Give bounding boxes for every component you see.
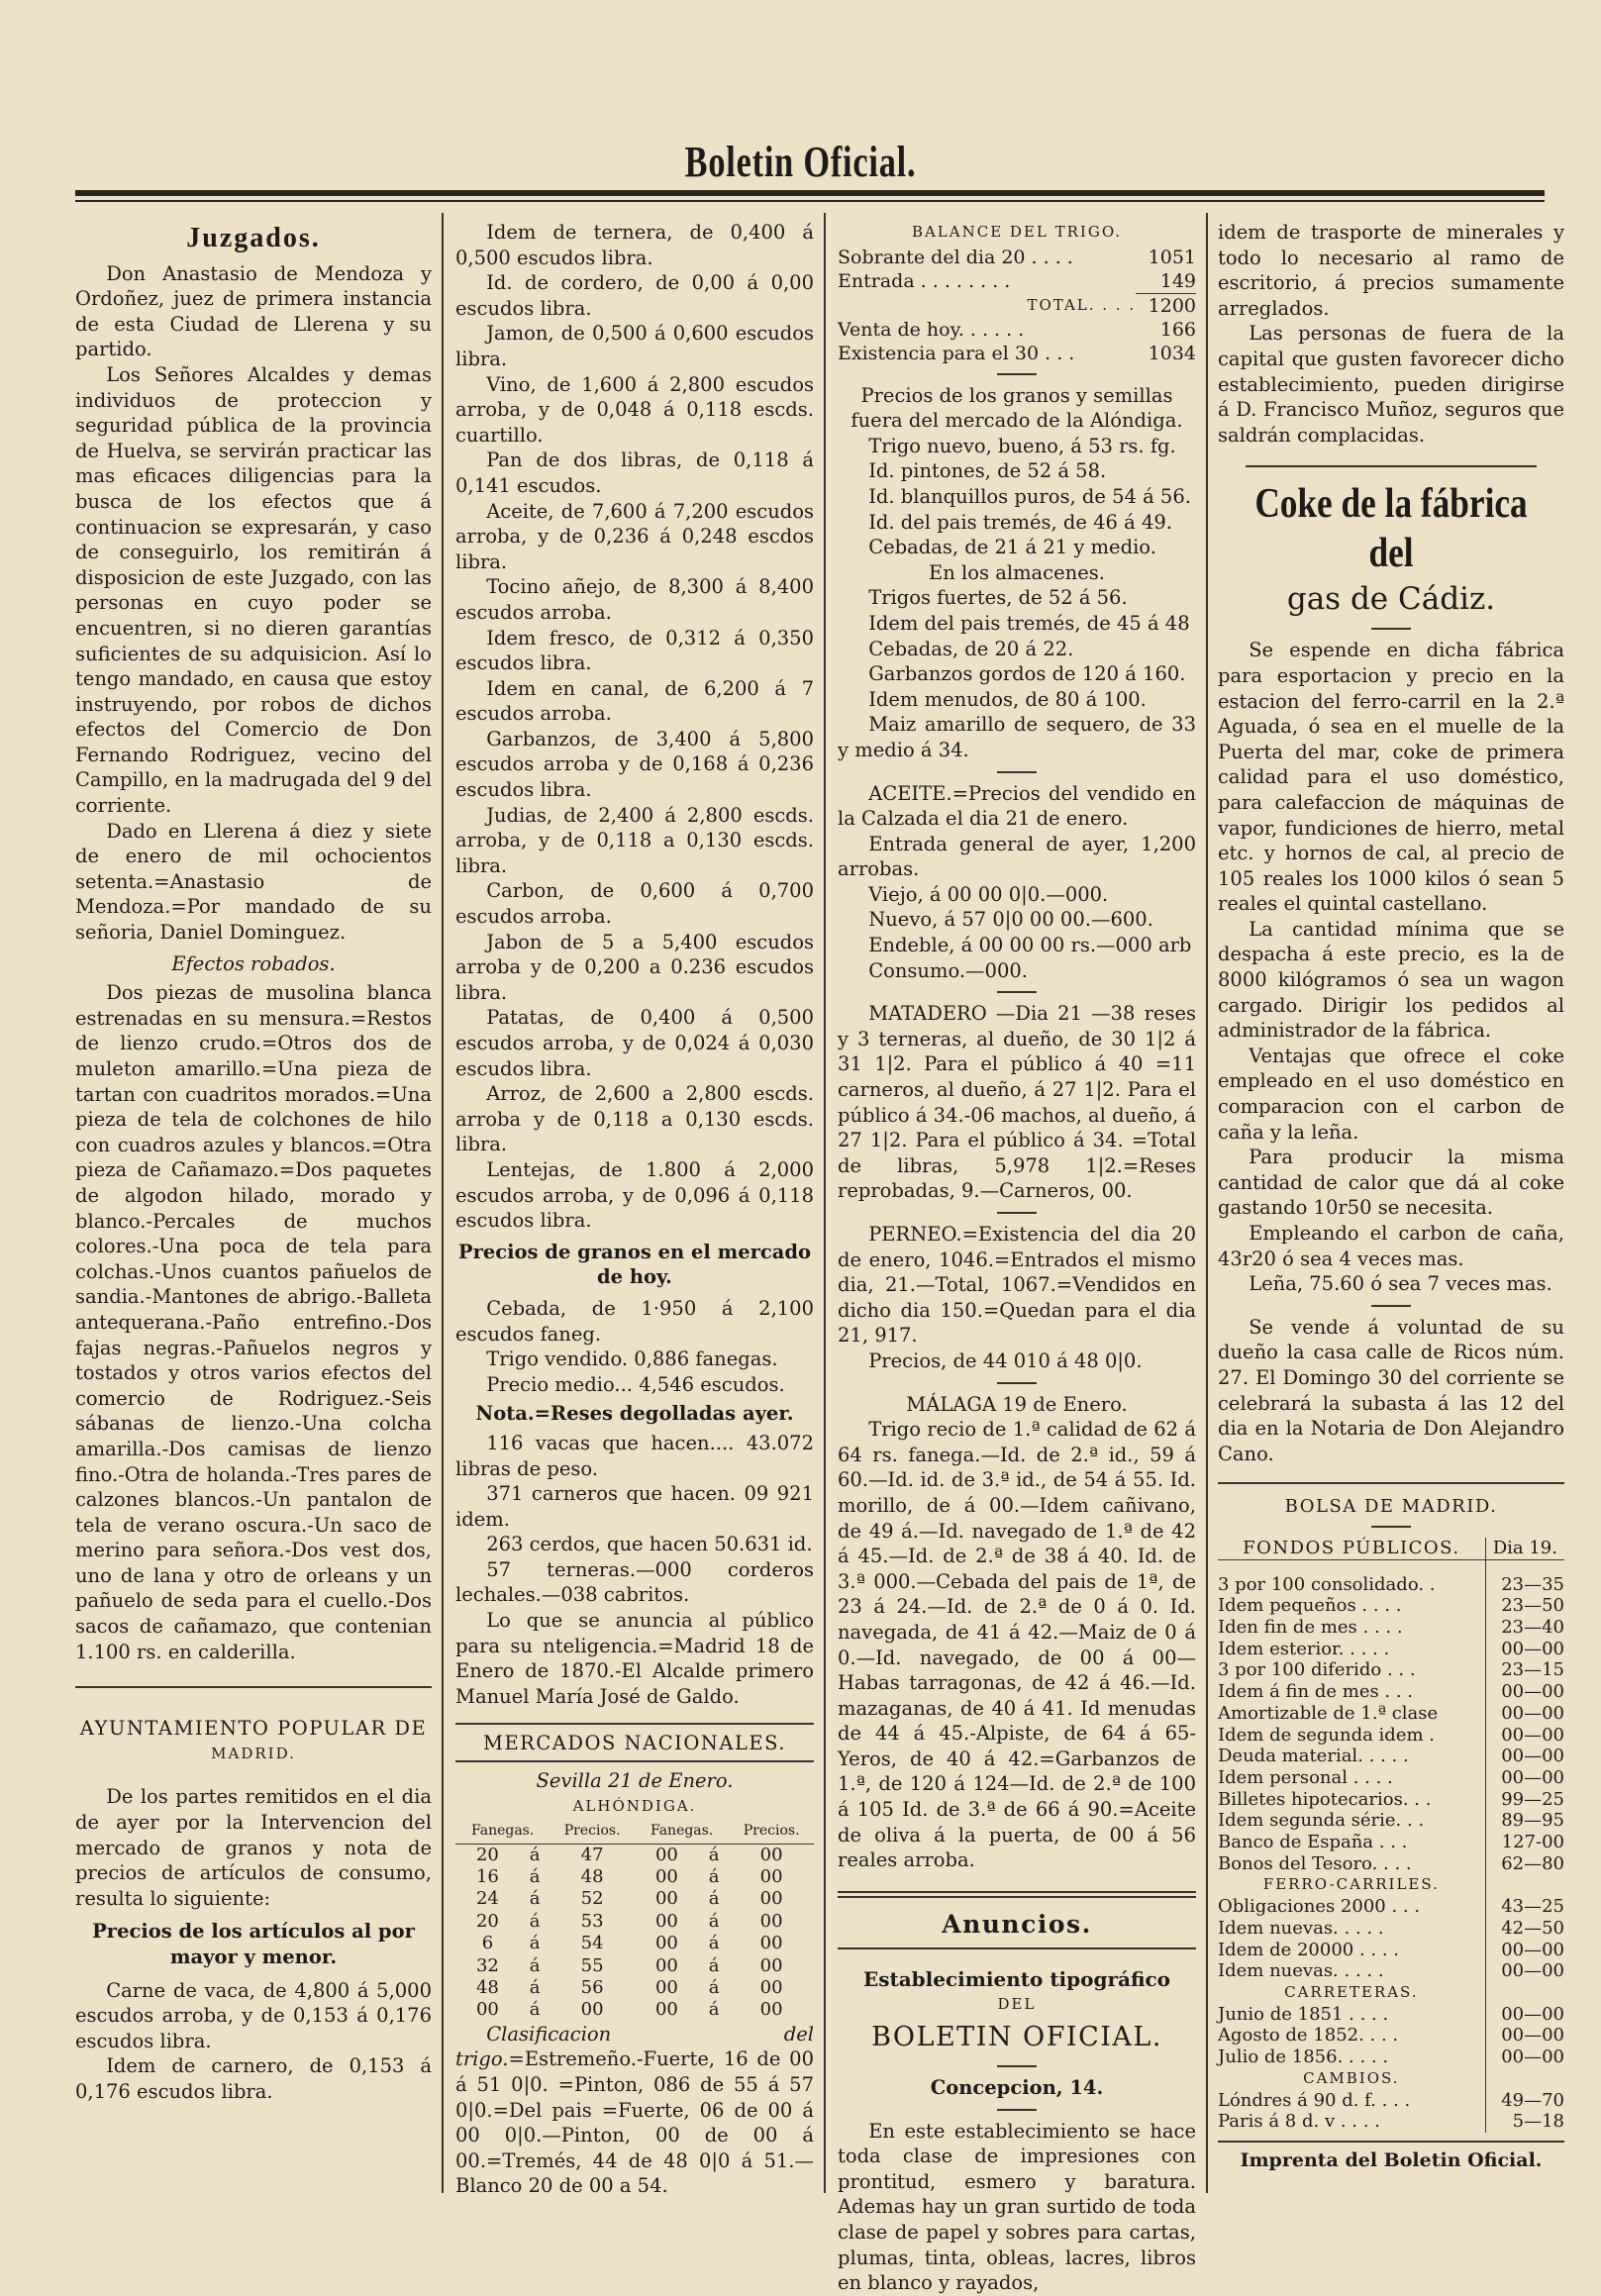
- sevilla-date: Sevilla 21 de Enero.: [536, 1769, 734, 1793]
- price-item: Aceite, de 7,600 á 7,200 escudos arroba, y de 0,236 á 0,248 escdos libra.: [455, 499, 814, 573]
- table-cell: 00: [759, 1954, 783, 1976]
- malaga-heading: MÁLAGA 19 de Enero.: [906, 1392, 1128, 1416]
- table-row: [1218, 1853, 1564, 1875]
- section-rule: [997, 1212, 1037, 1214]
- table-cell: 99—25: [1485, 1789, 1564, 1811]
- section-rule: [838, 1891, 1196, 1898]
- table-cell: 47: [580, 1844, 604, 1865]
- table-cell: Venta de hoy. . . . . .: [838, 318, 1025, 341]
- granos-item: Precio medio... 4,546 escudos.: [486, 1372, 785, 1396]
- estab-boletin: BOLETIN OFICIAL.: [871, 2022, 1162, 2053]
- clasificacion-label: Clasificacion del trigo.: [455, 2022, 814, 2071]
- table-row: [1218, 1896, 1564, 1918]
- table-cell: á: [708, 1977, 720, 1999]
- table-row: [1218, 1595, 1564, 1617]
- table-cell: 00: [759, 1933, 783, 1954]
- table-cell: Obligaciones 2000 . . .: [1218, 1896, 1421, 1918]
- table-cell: 00—00: [1485, 2025, 1564, 2046]
- clasificacion-body: =Estremeño.-Fuerte, 16 de 00 á 51 0|0. =Pinton, 086 de 55 á 57 0|0.=Del pais =Fuerte, 06 de 00 á 00 0|0.—Pinton, 00 de 00 á 00.=Tremés, 44 de 48 0|0 á 51.—Blanco 20 de 00 a 54.: [455, 2047, 814, 2198]
- table-cell: 48: [475, 1977, 499, 1999]
- table-row: [1218, 2090, 1564, 2112]
- perneo-precios: Precios, de 44 010 á 48 0|0.: [868, 1348, 1143, 1372]
- column-2: [455, 220, 814, 2199]
- table-cell: 20: [475, 1910, 499, 1932]
- table-cell: Banco de España . . .: [1218, 1832, 1408, 1853]
- table-cell: [1485, 2068, 1564, 2090]
- table-row: [1218, 1659, 1564, 1681]
- table-cell: á: [529, 1954, 541, 1976]
- matadero-text: MATADERO —Dia 21 —38 reses y 3 terneras, al dueño, de 30 1|2 á 31 1|2. Para el público á 40 =11 carneros, al dueño, á 27 1|2. Para el público á 34.-06 machos, al dueño, á 27 1|2. Para el público á 34. =Total de libras, 5,978 1|2.=Reses reprobadas, 9.—Carneros, 00.: [838, 1002, 1196, 1203]
- table-cell: 00: [759, 1888, 783, 1910]
- table-cell: Existencia para el 30 . . .: [838, 342, 1075, 364]
- table-cell: Idem de segunda idem .: [1218, 1724, 1435, 1746]
- table-cell: 3 por 100 consolidado. .: [1218, 1573, 1436, 1595]
- aceite-heading: ACEITE.=Precios del vendido en la Calzada el dia 21 de enero.: [838, 781, 1196, 831]
- almacenes-heading: En los almacenes.: [929, 560, 1105, 584]
- coke-text: Para producir la misma cantidad de calor que dá al coke gastando 10r50 se necesita.: [1218, 1146, 1564, 1220]
- imprenta-footer: Imprenta del Boletin Oficial.: [1240, 2148, 1543, 2171]
- continued-text: idem de trasporte de minerales y todo lo necesario al ramo de escritorio, á precios sumamente arreglados.: [1218, 221, 1564, 320]
- table-cell: 23—40: [1485, 1617, 1564, 1639]
- table-cell: 00: [759, 1977, 783, 1999]
- table-cell: Idem pequeños . . . .: [1218, 1595, 1402, 1617]
- table-cell: Sobrante del dia 20 . . . .: [838, 246, 1073, 268]
- section-rule: [1371, 1526, 1411, 1528]
- edict-body: Los Señores Alcaldes y demas individuos de proteccion y seguridad pública de la provincia de Huelva, se servirán practicar las mas eficaces diligencias para la busca de los efectos que á continuacion se expresarán, y caso de conseguirlo, los remitirán á disposicion de este Juzgado, con las personas en cuyo poder se encuentren, si no dieren garantías suficientes de su adquisicion. Así lo tengo mandado, en causa que estoy instruyendo, por robos de dichos efectos del Comercio de Don Fernando Rodriguez, vecino del Campillo, en la madrugada del 9 del corriente.: [75, 362, 432, 818]
- table-cell: TOTAL. . . .: [1027, 296, 1137, 315]
- table-cell: 89—95: [1485, 1810, 1564, 1832]
- price-item: Idem de ternera, de 0,400 á 0,500 escudos libra.: [455, 221, 814, 269]
- section-rule: [997, 2065, 1037, 2067]
- table-row: [1218, 2068, 1564, 2090]
- section-rule: [997, 373, 1037, 375]
- column-separator: [1206, 213, 1208, 2193]
- section-rule: [455, 1723, 814, 1725]
- aceite-item: Endeble, á 00 00 00 rs.—000 arb: [868, 934, 1192, 957]
- table-cell: 54: [580, 1933, 604, 1954]
- almacenes-item: Garbanzos gordos de 120 á 160.: [868, 662, 1186, 686]
- table-cell: á: [708, 1866, 720, 1888]
- coke-text: La cantidad mínima que se despacha á este precio, es la de 8000 kilógramos ó sea un wagon cargado. Dirigir los pedidos al administrador de la fábrica.: [1218, 917, 1564, 1043]
- coke-text: Empleando el carbon de caña, 43r20 ó sea 4 veces mas.: [1218, 1222, 1564, 1270]
- table-row: [1218, 1832, 1564, 1853]
- table-cell: 00: [654, 1999, 678, 2021]
- table-row: [455, 1999, 814, 2021]
- section-rule: [997, 2109, 1037, 2111]
- table-cell: 5—18: [1485, 2111, 1564, 2133]
- table-row: [1218, 1789, 1564, 1811]
- table-cell: Junio de 1851 . . . .: [1218, 2003, 1389, 2025]
- masthead-title: Boletin Oficial.: [684, 138, 917, 186]
- section-rule: [1371, 628, 1411, 630]
- table-cell: á: [529, 1844, 541, 1865]
- malaga-text: Trigo recio de 1.ª calidad de 62 á 64 rs. fanega.—Id. de 2.ª id., 59 á 60.—Id. id. de 3.ª id., de 54 á 55. Id. morillo, de á 00.—Idem cañivano, de 49 á.—Id. navegado de 1.ª de 42 á 45.—Id. de 2.ª de 38 á 40. Id. de 3.ª 000.—Cebada del pais de 1ª, de 23 á 24.—Id. de 2.ª de 0 á 0. Id. navegada, de 41 á 42.—Maiz de 0 á 0.—Id. navegado, de 00 á 00—Habas tarragonas, de 42 á 46.—Id. mazaganas, de 40 á 41. Id menudas de 44 á 45.-Alpiste, de 64 á 65-Yeros, de 40 á 42.=Garbanzos de 1.ª, de 120 á 124—Id. de 2.ª de 100 á 105 Id. de 3.ª de 66 á 90.=Aceite de oliva á la puerta, de 00 á 56 reales arroba.: [838, 1418, 1196, 1872]
- column-1: [75, 220, 432, 2105]
- fuera-item: Id. del pais tremés, de 46 á 49.: [868, 510, 1172, 534]
- section-rule: [997, 991, 1037, 993]
- section-rule: [455, 1760, 814, 1762]
- carne-vaca-price: Carne de vaca, de 4,800 á 5,000 escudos arroba, y de 0,153 á 0,176 escudos libra.: [75, 1978, 432, 2052]
- table-cell: 32: [475, 1954, 499, 1976]
- table-row: [455, 1844, 814, 1866]
- table-row: [455, 1955, 814, 1977]
- reses-item: 263 cerdos, que hacen 50.631 id.: [486, 1533, 813, 1556]
- table-header: Precios.: [729, 1819, 814, 1844]
- table-header: Fanegas.: [455, 1819, 550, 1844]
- table-row: [1218, 1681, 1564, 1703]
- efectos-heading: Efectos robados.: [171, 951, 336, 975]
- table-cell: á: [708, 1888, 720, 1910]
- ferro-heading: FERRO-CARRILES.: [1262, 1875, 1440, 1894]
- clasificacion-text: [455, 2022, 814, 2199]
- section-rule: [1218, 1482, 1564, 1484]
- table-row: [838, 293, 1196, 318]
- table-cell: 20: [475, 1844, 499, 1865]
- granos-item: Cebada, de 1·950 á 2,100 escudos faneg.: [455, 1296, 814, 1346]
- price-item: Lentejas, de 1.800 á 2,000 escudos arroba, y de 0,096 á 0,118 escudos libra.: [455, 1157, 814, 1233]
- table-row: [1218, 1874, 1564, 1896]
- reses-item: 371 carneros que hacen. 09 921 idem.: [455, 1482, 814, 1531]
- table-cell: 00: [654, 1977, 678, 1999]
- price-item: Carbon, de 0,600 á 0,700 escudos arroba.: [455, 879, 814, 929]
- fuera-item: Cebadas, de 21 á 21 y medio.: [868, 536, 1156, 559]
- table-cell: Deuda material. . . . .: [1218, 1746, 1409, 1767]
- table-cell: [1485, 1982, 1564, 2004]
- bolsa-heading: BOLSA DE MADRID.: [1284, 1496, 1498, 1518]
- table-cell: 42—50: [1485, 1918, 1564, 1940]
- table-cell: Paris á 8 d. v . . . .: [1218, 2111, 1380, 2133]
- table-cell: á: [529, 1910, 541, 1932]
- anuncio-text: Lo que se anuncia al público para su nteligencia.=Madrid 18 de Enero de 1870.-El Alcalde primero Manuel María José de Galdo.: [455, 1609, 814, 1708]
- table-row: [1218, 1940, 1564, 1961]
- table-cell: Amortizable de 1.ª clase: [1218, 1702, 1439, 1724]
- table-cell: Iden fin de mes . . . .: [1218, 1617, 1403, 1639]
- table-cell: á: [708, 1910, 720, 1932]
- price-item: Garbanzos, de 3,400 á 5,800 escudos arroba y de 0,168 á 0,236 escudos libra.: [455, 727, 814, 802]
- table-cell: Bonos del Tesoro. . . .: [1218, 1852, 1412, 1874]
- aceite-item: Viejo, á 00 00 0|0.—000.: [868, 882, 1109, 906]
- table-row: [1218, 1559, 1564, 1595]
- table-cell: 00: [654, 1888, 678, 1910]
- almacenes-item: Idem del pais tremés, de 45 á 48: [868, 611, 1190, 635]
- table-cell: [1485, 1874, 1564, 1896]
- table-cell: 00: [759, 1999, 783, 2021]
- granos-item: Trigo vendido. 0,886 fanegas.: [486, 1348, 778, 1371]
- section-rule: [1246, 465, 1537, 467]
- balance-heading: BALANCE DEL TRIGO.: [911, 223, 1123, 241]
- fuera-item: Trigo nuevo, bueno, á 53 rs. fg.: [868, 434, 1176, 457]
- aceite-item: Nuevo, á 57 0|0 00 00.—600.: [868, 908, 1153, 932]
- table-cell: Julio de 1856. . . . .: [1218, 2046, 1389, 2068]
- ayuntamiento-subheading: MADRID.: [211, 1744, 296, 1762]
- table-cell: 16: [475, 1866, 499, 1888]
- table-cell: á: [529, 1977, 541, 1999]
- table-cell: 00—00: [1485, 2046, 1564, 2068]
- table-row: [1218, 2046, 1564, 2068]
- edict-signature: Dado en Llerena á diez y siete de enero de mil ochocientos setenta.=Anastasio de Mendoza.=Por mandado de su señoria, Daniel Dominguez.: [75, 819, 432, 945]
- table-row: [1218, 1746, 1564, 1767]
- coke-text: Se espende en dicha fábrica para esportacion y precio en la estacion del ferro-carril en la 2.ª Aguada, ó sea en el muelle de la Puerta del mar, coke de primera calidad para el uso doméstico, para calefaccion de máquinas de vapor, fundiciones de hierro, metal etc. y hornos de cal, al precio de 105 reales los 1000 kilos ó sean 5 reales el quintal castellano.: [1218, 639, 1564, 916]
- section-rule: [838, 1947, 1196, 1949]
- aceite-item: Consumo.—000.: [868, 958, 1028, 982]
- table-cell: 00: [654, 1933, 678, 1954]
- coke-subheading: gas de Cádiz.: [1286, 581, 1496, 618]
- table-cell: Idem nuevas. . . . .: [1218, 1960, 1384, 1982]
- carreteras-heading: CARRETERAS.: [1284, 1983, 1419, 2001]
- price-item: Id. de cordero, de 0,00 á 0,00 escudos libra.: [455, 271, 814, 320]
- table-cell: 166: [1159, 318, 1196, 341]
- perneo-text: PERNEO.=Existencia del dia 20 de enero, 1046.=Entrados el mismo dia, 21.—Total, 1067.=Vendidos en dicho dia 150.=Quedan para el dia 21, 917.: [838, 1223, 1196, 1348]
- table-cell: 43—25: [1485, 1896, 1564, 1918]
- table-row: [1218, 1810, 1564, 1832]
- table-row: [455, 1866, 814, 1888]
- table-cell: Billetes hipotecarios. . .: [1218, 1788, 1432, 1810]
- price-item: Idem fresco, de 0,312 á 0,350 escudos libra.: [455, 626, 814, 675]
- table-cell: 00: [759, 1910, 783, 1932]
- table-cell: 23—50: [1485, 1595, 1564, 1617]
- table-cell: á: [529, 1933, 541, 1954]
- table-cell: 23—15: [1485, 1659, 1564, 1681]
- estab-title: Establecimiento tipográfico: [862, 1966, 1171, 1991]
- ayuntamiento-text: De los partes remitidos en el dia de ayer por la Intervencion del mercado de granos y nota de precios de artículos de consumo, resulta lo siguiente:: [75, 1785, 432, 1910]
- table-row: [1218, 1918, 1564, 1940]
- table-cell: 00—00: [1485, 1681, 1564, 1703]
- table-cell: 00: [580, 1999, 604, 2021]
- table-cell: 00—00: [1485, 1639, 1564, 1660]
- table-cell: 52: [580, 1888, 604, 1910]
- efectos-list: Dos piezas de musolina blanca estrenadas en su mensura.=Restos de lienzo crudo.=Otros dos de muleton amarillo.=Una pieza de tartan con cuadritos morados.=Una pieza de tela de colchones de hilo con cuadros azules y blancos.=Otra pieza de Cañamazo.=Dos paquetes de algodon hilado, morado y blanco.-Percales de muchos colores.-Una poca de tela para colchas.-Unos cuantos pañuelos de sandia.-Mantones de abrigo.-Balleta antequerana.-Paño entrefino.-Dos fajas negras.-Pañuelos negros y tostados y otros varios efectos del comercio de Rodriguez.-Seis sábanas de lienzo.-Una colcha amarilla.-Dos camisas de lienzo fino.-Otra de holanda.-Tres pares de calzones blancos.-Un pantalon de tela de verano oscura.-Un saco de merino para señora.-Dos vest dos, uno de lana y otro de orleans y un pañuelo de seda para el cuello.-Dos sacos de cañamazo, que contenian 1.100 rs. en calderilla.: [75, 981, 432, 1663]
- price-item: Jabon de 5 a 5,400 escudos arroba y de 0,200 a 0.236 escudos libra.: [455, 930, 814, 1004]
- table-row: [838, 318, 1196, 342]
- table-cell: 00: [654, 1954, 678, 1976]
- alhondiga-heading: ALHÓNDIGA.: [572, 1796, 697, 1815]
- table-cell: Idem personal . . . .: [1218, 1766, 1393, 1788]
- fuera-item: Id. blanquillos puros, de 54 á 56.: [868, 484, 1191, 508]
- table-cell: 6: [481, 1933, 494, 1954]
- table-cell: 00: [654, 1866, 678, 1888]
- fondos-table: [1218, 1538, 1564, 2133]
- table-cell: 1200: [1148, 294, 1196, 317]
- price-item: Judias, de 2,400 á 2,800 escds. arroba, y de 0,118 a 0,130 escds. libra.: [455, 803, 814, 877]
- table-cell: 1034: [1148, 342, 1196, 364]
- section-rule: [75, 1686, 432, 1688]
- alhondiga-table: [455, 1819, 814, 2022]
- table-cell: Idem esterior. . . . .: [1218, 1638, 1390, 1659]
- personas-text: Las personas de fuera de la capital que gusten favorecer dicho establecimiento, pueden dirigirse á D. Francisco Muñoz, seguros que saldrán complacidas.: [1218, 322, 1564, 447]
- table-cell: 00—00: [1485, 1703, 1564, 1725]
- table-header-row: [455, 1819, 814, 1844]
- juzgados-heading: Juzgados.: [186, 223, 321, 253]
- carnero-price: Idem de carnero, de 0,153 á 0,176 escudos libra.: [75, 2054, 432, 2103]
- table-row: [838, 269, 1196, 294]
- table-cell: 00—00: [1485, 1960, 1564, 1982]
- table-cell: 23—35: [1485, 1559, 1564, 1595]
- table-header: Precios.: [550, 1819, 635, 1844]
- price-item: Jamon, de 0,500 á 0,600 escudos libra.: [455, 322, 814, 370]
- ayuntamiento-heading: AYUNTAMIENTO POPULAR DE: [79, 1717, 428, 1741]
- coke-text: Leña, 75.60 ó sea 7 veces mas.: [1249, 1272, 1552, 1296]
- table-cell: Idem segunda série. . .: [1218, 1810, 1425, 1832]
- table-row: [1218, 2111, 1564, 2133]
- table-cell: 3 por 100 diferido . . .: [1218, 1659, 1416, 1681]
- table-row: [1218, 1617, 1564, 1639]
- table-row: [455, 1933, 814, 1954]
- almacenes-item: Cebadas, de 20 á 22.: [868, 637, 1074, 660]
- column-3: [838, 220, 1196, 2296]
- fondos-heading: FONDOS PÚBLICOS.: [1218, 1538, 1485, 1559]
- section-rule: [1371, 1305, 1411, 1307]
- table-row: [455, 1977, 814, 1999]
- table-cell: Lóndres á 90 d. f. . . .: [1218, 2089, 1411, 2111]
- table-row: [1218, 1960, 1564, 1982]
- table-row: [1218, 1703, 1564, 1725]
- table-header-row: [1218, 1538, 1564, 1559]
- table-cell: 24: [475, 1888, 499, 1910]
- price-item: Idem en canal, de 6,200 á 7 escudos arroba.: [455, 676, 814, 726]
- table-cell: 56: [580, 1977, 604, 1999]
- cambios-heading: CAMBIOS.: [1303, 2068, 1400, 2087]
- aceite-item: Entrada general de ayer, 1,200 arrobas.: [838, 832, 1196, 881]
- price-item: Pan de dos libras, de 0,118 á 0,141 escudos.: [455, 449, 814, 497]
- almacenes-item: Trigos fuertes, de 52 á 56.: [868, 586, 1128, 610]
- table-cell: 62—80: [1485, 1853, 1564, 1875]
- table-row: [455, 1888, 814, 1910]
- price-item: Arroz, de 2,600 a 2,800 escds. arroba y de 0,118 a 0,130 escds. libra.: [455, 1082, 814, 1156]
- table-cell: 49—70: [1485, 2090, 1564, 2112]
- balance-table: [838, 246, 1196, 365]
- table-cell: Idem á fin de mes . . .: [1218, 1681, 1414, 1703]
- table-row: [455, 1911, 814, 1933]
- estab-address: Concepcion, 14.: [930, 2076, 1104, 2100]
- table-cell: 00—00: [1485, 1746, 1564, 1767]
- table-cell: 149: [1136, 269, 1196, 294]
- table-row: [1218, 1982, 1564, 2004]
- table-header: Fanegas.: [635, 1819, 729, 1844]
- table-cell: 00—00: [1485, 2004, 1564, 2026]
- section-rule: [997, 1382, 1037, 1384]
- table-cell: Agosto de 1852. . . .: [1218, 2025, 1399, 2046]
- granos-heading: Precios de granos en el mercado de hoy.: [457, 1240, 812, 1289]
- table-cell: á: [708, 1954, 720, 1976]
- reses-item: 57 terneras.—000 corderos lechales.—038 cabritos.: [455, 1557, 814, 1607]
- table-row: [1218, 2004, 1564, 2026]
- table-row: [1218, 1725, 1564, 1747]
- price-item: Patatas, de 0,400 á 0,500 escudos arroba, y de 0,024 á 0,030 escudos libra.: [455, 1006, 814, 1080]
- table-cell: 00: [654, 1910, 678, 1932]
- fuera-item: Id. pintones, de 52 á 58.: [868, 459, 1107, 483]
- table-cell: Entrada . . . . . . . .: [838, 269, 1011, 292]
- venta-text: Se vende á voluntad de su dueño la casa calle de Ricos núm. 27. El Domingo 30 del corriente se celebrará la subasta á las 12 del dia en la Notaria de Don Alejandro Cano.: [1218, 1315, 1564, 1465]
- table-row: [838, 246, 1196, 269]
- table-row: [838, 342, 1196, 365]
- column-4: [1218, 220, 1564, 2174]
- table-row: [1218, 1767, 1564, 1789]
- table-cell: á: [708, 1999, 720, 2021]
- column-separator: [824, 213, 826, 2193]
- estab-del: DEL: [997, 1995, 1037, 2014]
- table-cell: á: [708, 1933, 720, 1954]
- column-separator: [442, 213, 444, 2193]
- section-rule: [1218, 2141, 1564, 2143]
- table-cell: á: [529, 1888, 541, 1910]
- nota-heading: Nota.=Reses degolladas ayer.: [475, 1402, 794, 1426]
- mercados-heading: MERCADOS NACIONALES.: [482, 1732, 786, 1755]
- estab-text: En este establecimiento se hace toda clase de impresiones con prontitud, esmero y baratura. Ademas hay un gran surtido de toda clase de papel y sobres para cartas, plumas, tinta, obleas, lacres, libros en blanco y rayados,: [838, 2119, 1196, 2295]
- masthead-rule-thin: [75, 200, 1545, 202]
- table-cell: 127-00: [1485, 1832, 1564, 1853]
- table-cell: 00: [759, 1866, 783, 1888]
- table-cell: 1051: [1148, 246, 1196, 268]
- coke-text: Ventajas que ofrece el coke empleado en el uso doméstico en comparacion con el carbon de caña y la leña.: [1218, 1044, 1564, 1144]
- precios-heading: Precios de los artículos al por mayor y menor.: [92, 1920, 415, 1968]
- table-row: [1218, 2025, 1564, 2046]
- price-item: Vino, de 1,600 á 2,800 escudos arroba, y de 0,048 á 0,118 escds. cuartillo.: [455, 372, 814, 447]
- table-cell: á: [529, 1866, 541, 1888]
- table-cell: Idem nuevas. . . . .: [1218, 1917, 1384, 1939]
- table-row: [1218, 1639, 1564, 1660]
- table-cell: 00—00: [1485, 1725, 1564, 1747]
- dia-heading: Dia 19.: [1485, 1538, 1564, 1559]
- table-cell: 00—00: [1485, 1940, 1564, 1961]
- table-cell: 53: [580, 1910, 604, 1932]
- section-rule: [997, 771, 1037, 773]
- coke-heading: Coke de la fábrica del: [1254, 481, 1528, 577]
- table-cell: 00: [654, 1844, 678, 1865]
- fuera-heading: Precios de los granos y semillas fuera del mercado de la Alóndiga.: [851, 383, 1183, 433]
- masthead-rule: [75, 190, 1545, 196]
- anuncios-heading: Anuncios.: [942, 1909, 1092, 1939]
- table-cell: 48: [580, 1866, 604, 1888]
- price-item: Tocino añejo, de 8,300 á 8,400 escudos arroba.: [455, 575, 814, 624]
- table-cell: á: [529, 1999, 541, 2021]
- reses-item: 116 vacas que hacen.... 43.072 libras de peso.: [455, 1431, 814, 1480]
- edict-header: Don Anastasio de Mendoza y Ordoñez, juez de primera instancia de esta Ciudad de Llerena y su partido.: [75, 261, 432, 361]
- almacenes-item: Idem menudos, de 80 á 100.: [868, 687, 1147, 711]
- table-cell: 00: [475, 1999, 499, 2021]
- table-cell: 00: [759, 1844, 783, 1865]
- table-cell: 55: [580, 1954, 604, 1976]
- table-cell: á: [708, 1844, 720, 1865]
- almacenes-item: Maiz amarillo de sequero, de 33 y medio á 34.: [838, 713, 1196, 761]
- table-cell: 00—00: [1485, 1767, 1564, 1789]
- table-cell: Idem de 20000 . . . .: [1218, 1939, 1400, 1960]
